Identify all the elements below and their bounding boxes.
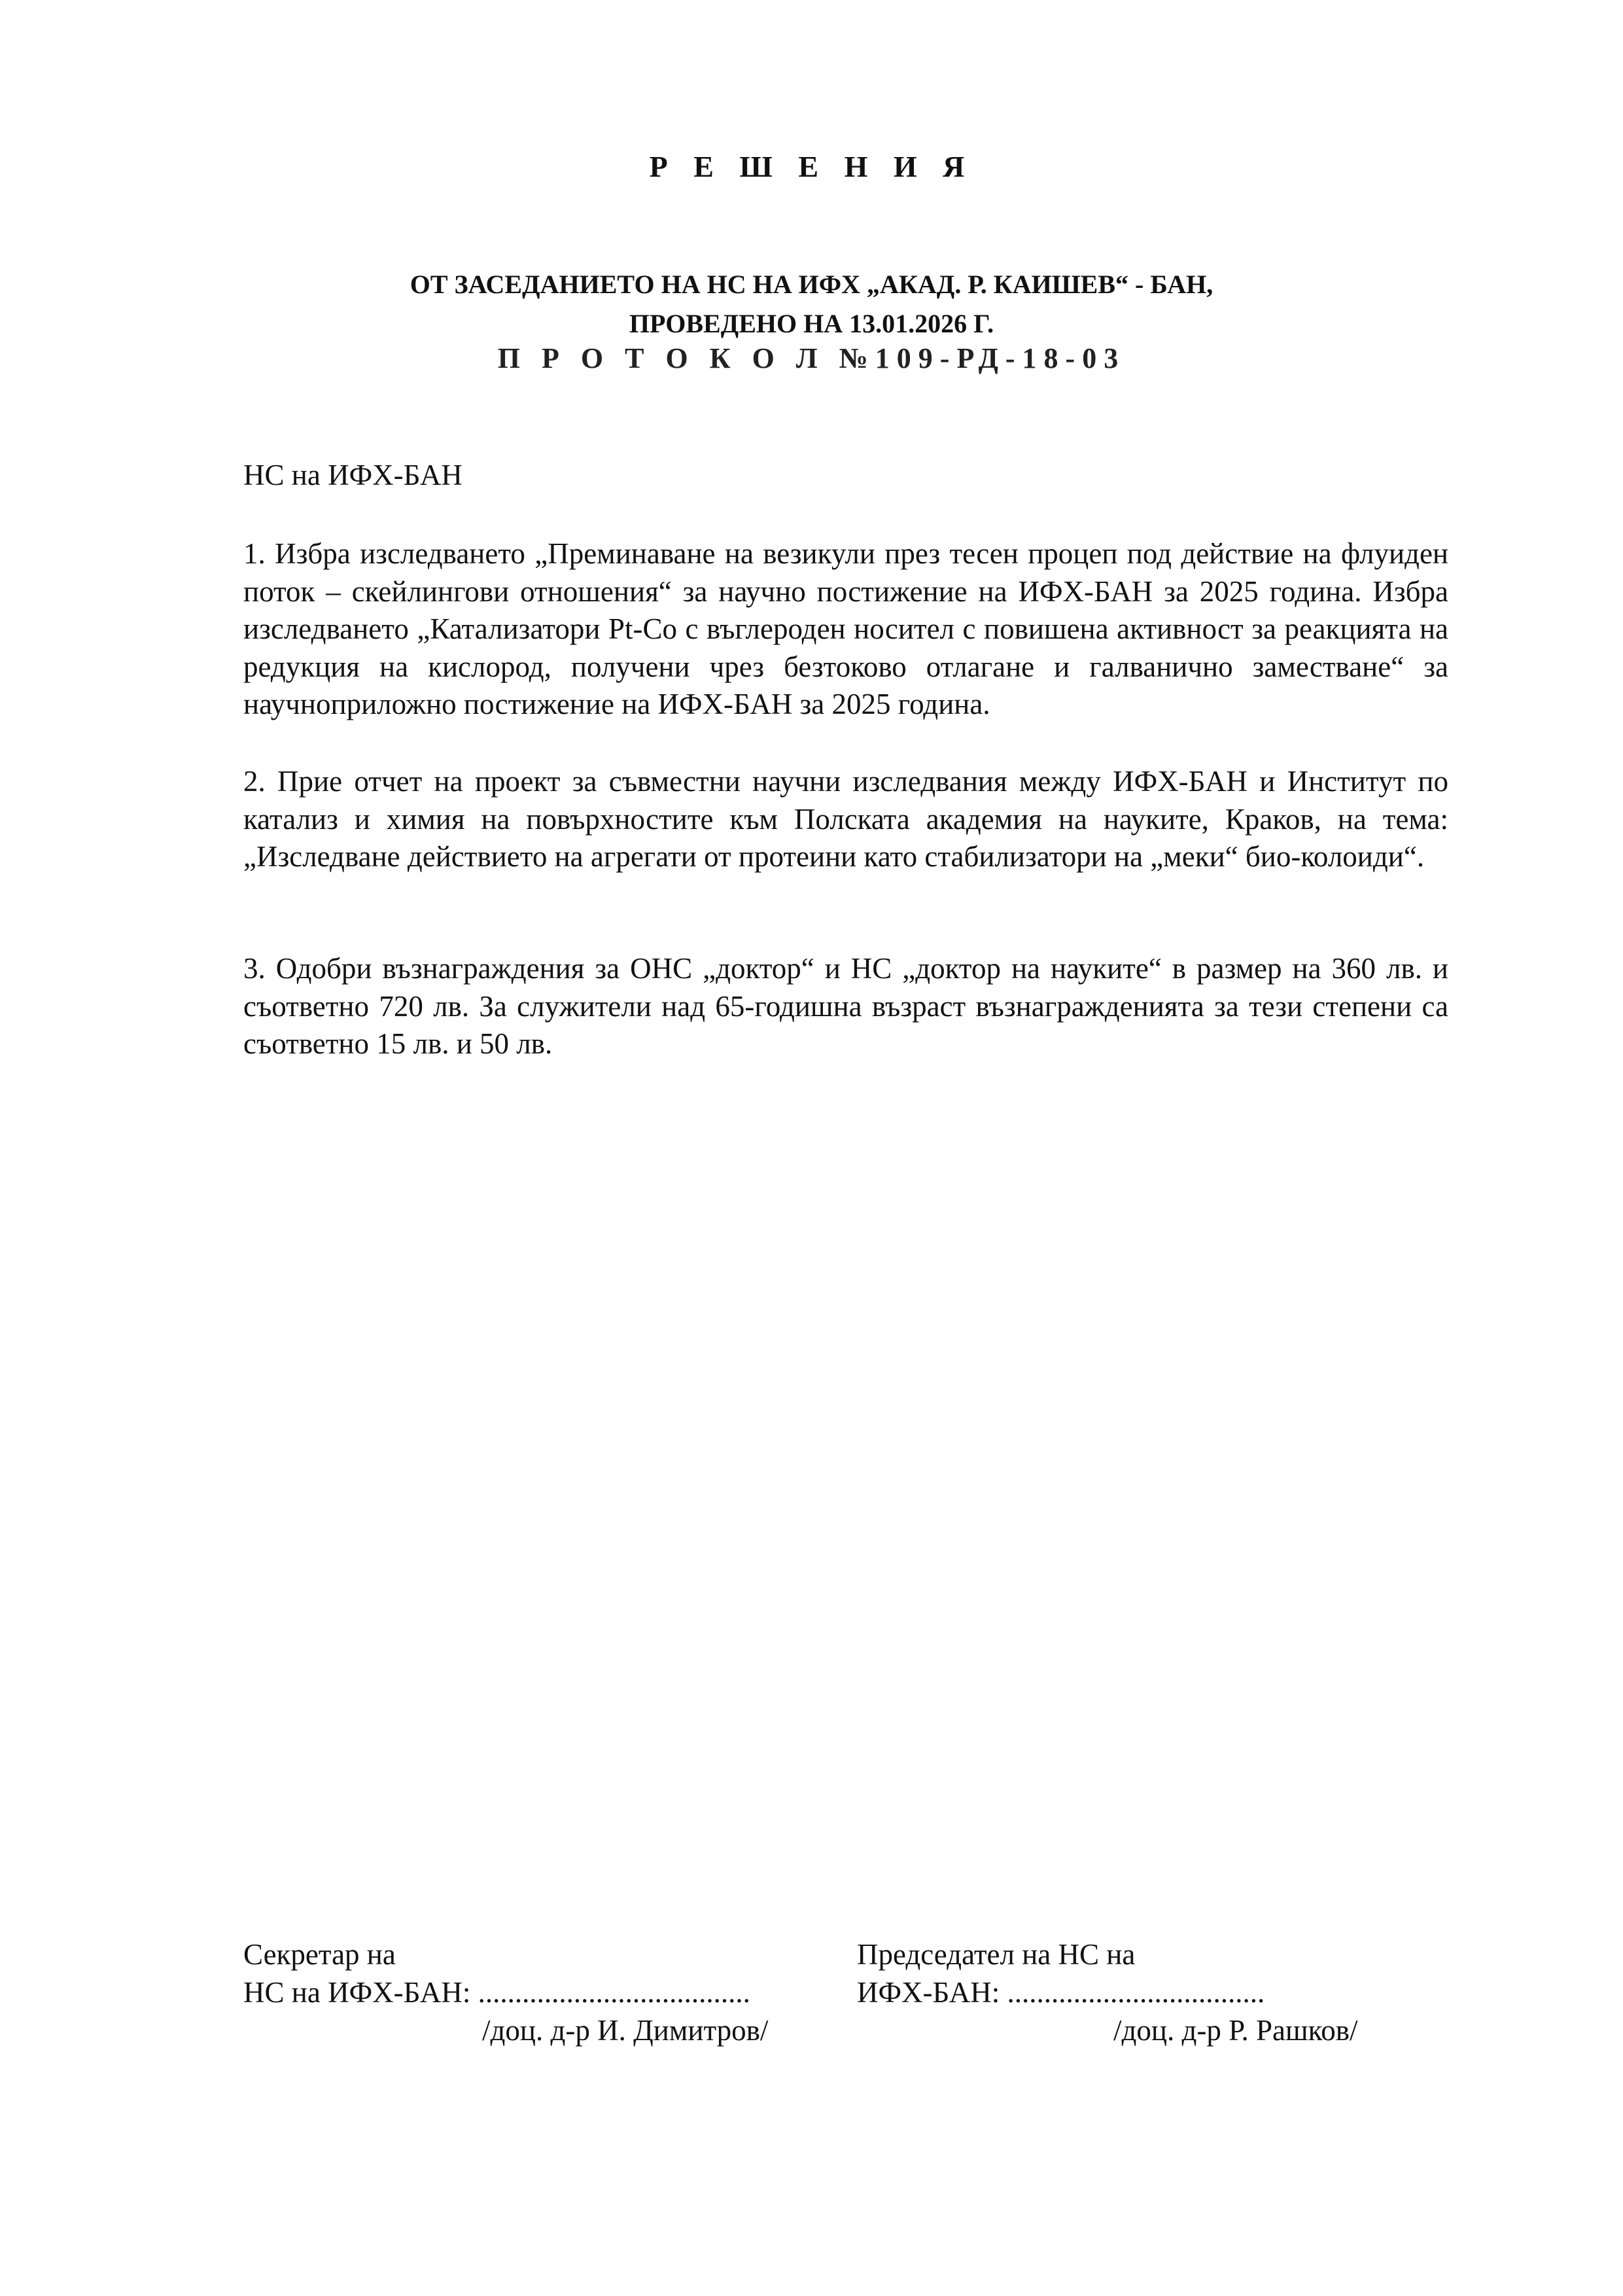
decision-1	[243, 535, 1448, 724]
decision-3	[243, 950, 1448, 1063]
decision-2-text: 2. Прие отчет на проект за съвместни научни изследвания между ИФХ-БАН и Институт по катализ и химия на повърхностите към Полската академия на науките, Краков, на тема: „Изследване действието на агрегати от протеини като стабилизатори на „меки“ био-колоиди“.	[243, 765, 1448, 873]
intro-text: НС на ИФХ-БАН	[243, 459, 462, 491]
decision-3-text: 3. Одобри възнаграждения за ОНС „доктор“ и НС „доктор на науките“ в размер на 360 лв. и съответно 720 лв. За служители над 65-годишна възраст възнагражденията за тези степени са съответно 15 лв. и 50 лв.	[243, 952, 1448, 1060]
meeting-date: ПРОВЕДЕНО НА 13.01.2026 Г.	[629, 309, 994, 338]
secretary-signature-line: НС на ИФХ-БАН: .....................................	[243, 1976, 750, 2009]
meeting-subtitle: ОТ ЗАСЕДАНИЕТО НА НС НА ИФХ „АКАД. Р. КАИШЕВ“ - БАН,	[410, 270, 1213, 299]
chairman-role: Председател на НС на	[857, 1938, 1136, 1971]
chairman-signature-line: ИФХ-БАН: ...................................	[857, 1976, 1265, 2009]
intro-line	[243, 457, 1448, 495]
secretary-role: Секретар на	[243, 1938, 396, 1971]
document-title: Р Е Ш Е Н И Я	[649, 150, 974, 183]
chairman-signature-block	[857, 1935, 1446, 2049]
chairman-name: /доц. д-р Р. Рашков/	[1113, 2014, 1358, 2047]
decision-1-text: 1. Избра изследването „Преминаване на везикули през тесен процеп под действие на флуиден поток – скейлингови отношения“ за научно постижение на ИФХ-БАН за 2025 година. Избра изследването „Катализатори Pt-Co с въглероден носител с повишена активност за реакцията на редукция на кислород, получени чрез безтоково отлагане и галванично заместване“ за научноприложно постижение на ИФХ-БАН за 2025 година.	[243, 537, 1448, 720]
secretary-name: /доц. д-р И. Димитров/	[482, 2014, 769, 2047]
secretary-signature-block	[243, 1935, 832, 2049]
decision-2	[243, 763, 1448, 876]
protocol-number: П Р О Т О К О Л №109-РД-18-03	[497, 342, 1126, 374]
